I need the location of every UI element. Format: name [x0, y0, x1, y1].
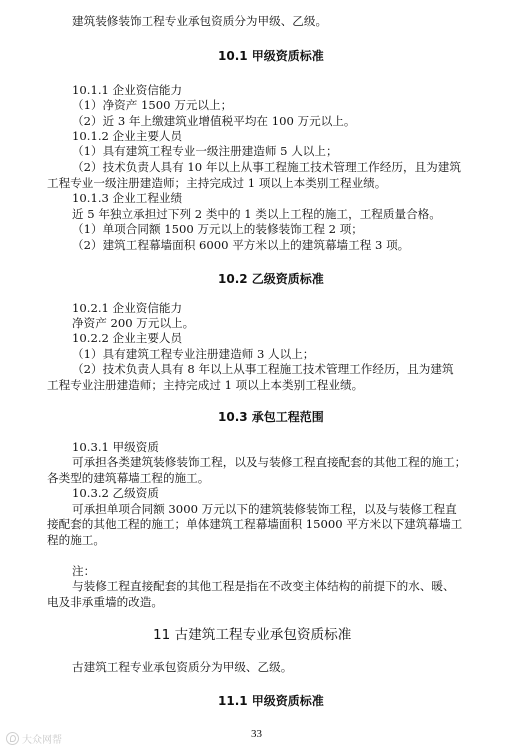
list-item: （2）近 3 年上缴建筑业增值税平均在 100 万元以上。 — [72, 114, 356, 128]
paragraph-continuation: 各类型的建筑幕墙工程的施工。 — [47, 471, 210, 485]
intro-text: 建筑装修装饰工程专业承包资质分为甲级、乙级。 — [72, 14, 328, 28]
list-item: （2）技术负责人具有 10 年以上从事工程施工技术管理工作经历，且为建筑 — [72, 160, 461, 174]
subheading-10-1-1: 10.1.1 企业资信能力 — [72, 83, 183, 97]
list-item: （1）单项合同额 1500 万元以上的装修装饰工程 2 项； — [72, 222, 363, 236]
page-number: 33 — [251, 728, 262, 740]
watermark — [6, 731, 62, 746]
subheading-10-2-1: 10.2.1 企业资信能力 — [72, 301, 183, 315]
list-item: （2）技术负责人具有 8 年以上从事工程施工技术管理工作经历，且为建筑 — [72, 362, 454, 376]
paragraph-continuation: 程的施工。 — [47, 533, 105, 547]
note-text: 与装修工程直接配套的其他工程是指在不改变主体结构的前提下的水、暖、 — [72, 579, 455, 593]
subheading-10-3-1: 10.3.1 甲级资质 — [72, 440, 159, 454]
subheading-10-2-2: 10.2.2 企业主要人员 — [72, 331, 183, 345]
subheading-10-1-3: 10.1.3 企业工程业绩 — [72, 191, 183, 205]
list-item: （2）建筑工程幕墙面积 6000 平方米以上的建筑幕墙工程 3 项。 — [72, 238, 410, 252]
paragraph-continuation: 工程专业一级注册建造师；主持完成过 1 项以上本类别工程业绩。 — [47, 176, 387, 190]
chapter-heading-11: 11 古建筑工程专业承包资质标准 — [153, 627, 352, 643]
paragraph-continuation: 接配套的其他工程的施工；单体建筑工程幕墙面积 15000 平方米以下建筑幕墙工 — [47, 517, 463, 531]
paragraph: 净资产 200 万元以上。 — [72, 316, 195, 330]
subheading-10-1-2: 10.1.2 企业主要人员 — [72, 129, 183, 143]
paragraph-continuation: 工程专业注册建造师；主持完成过 1 项以上本类别工程业绩。 — [47, 378, 364, 392]
section-heading-10-1: 10.1 甲级资质标准 — [218, 49, 324, 63]
note-text-continuation: 电及非承重墙的改造。 — [47, 595, 163, 609]
list-item: （1）净资产 1500 万元以上； — [72, 98, 233, 112]
paragraph: 可承担各类建筑装修装饰工程，以及与装修工程直接配套的其他工程的施工； — [72, 455, 467, 469]
watermark-text: 大众网帮 — [22, 735, 62, 746]
section-heading-10-3: 10.3 承包工程范围 — [218, 410, 324, 424]
note-label: 注： — [72, 564, 96, 578]
watermark-logo-icon — [6, 732, 19, 745]
list-item: （1）具有建筑工程专业一级注册建造师 5 人以上； — [72, 144, 338, 158]
subheading-10-3-2: 10.3.2 乙级资质 — [72, 486, 159, 500]
section-heading-10-2: 10.2 乙级资质标准 — [218, 272, 324, 286]
paragraph: 可承担单项合同额 3000 万元以下的建筑装修装饰工程，以及与装修工程直 — [72, 502, 457, 516]
paragraph: 近 5 年独立承担过下列 2 类中的 1 类以上工程的施工，工程质量合格。 — [72, 207, 441, 221]
section-heading-11-1: 11.1 甲级资质标准 — [218, 694, 324, 708]
paragraph: 古建筑工程专业承包资质分为甲级、乙级。 — [72, 660, 293, 674]
list-item: （1）具有建筑工程专业注册建造师 3 人以上； — [72, 347, 315, 361]
